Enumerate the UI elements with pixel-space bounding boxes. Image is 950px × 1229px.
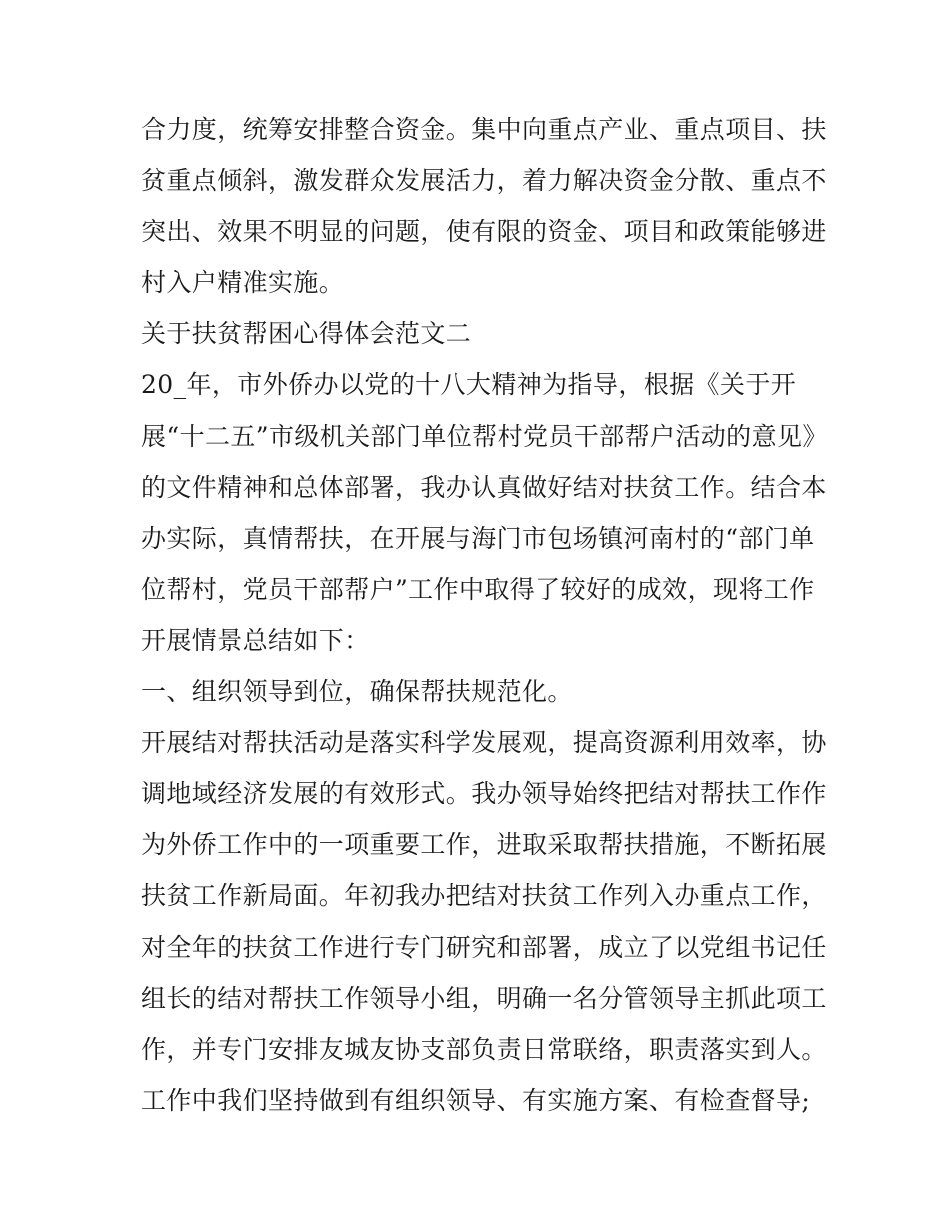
- text-line: 的文件精神和总体部署，我办认真做好结对扶贫工作。结合本: [141, 472, 827, 502]
- document-body: [141, 104, 828, 1126]
- text-line: 开展情景总结如下：: [141, 625, 370, 655]
- text-line: 工作中我们坚持做到有组织领导、有实施方案、有检查督导;: [141, 1085, 811, 1115]
- text-line: 展“十二五”市级机关部门单位帮村党员干部帮户活动的意见》: [141, 421, 828, 451]
- text-line: 20_年，市外侨办以党的十八大精神为指导，根据《关于开: [141, 370, 797, 400]
- text-line: 扶贫工作新局面。年初我办把结对扶贫工作列入办重点工作，: [141, 881, 827, 911]
- text-line: 对全年的扶贫工作进行专门研究和部署，成立了以党组书记任: [141, 932, 827, 962]
- section-title: 关于扶贫帮困心得体会范文二: [141, 319, 472, 349]
- text-line: 作，并专门安排友城友协支部负责日常联络，职责落实到人。: [141, 1034, 827, 1064]
- text-line: 贫重点倾斜，激发群众发展活力，着力解决资金分散、重点不: [141, 166, 827, 196]
- text-line: 办实际，真情帮扶，在开展与海门市包场镇河南村的“部门单: [141, 523, 815, 553]
- section-heading: 一、组织领导到位，确保帮扶规范化。: [141, 677, 573, 707]
- text-line: 位帮村，党员干部帮户”工作中取得了较好的成效，现将工作: [141, 574, 815, 604]
- text-line: 开展结对帮扶活动是落实科学发展观，提高资源利用效率，协: [141, 728, 827, 758]
- text-line: 村入户精准实施。: [141, 268, 345, 298]
- text-line: 突出、效果不明显的问题，使有限的资金、项目和政策能够进: [141, 217, 827, 247]
- text-line: 调地域经济发展的有效形式。我办领导始终把结对帮扶工作作: [141, 779, 827, 809]
- text-line: 合力度，统筹安排整合资金。集中向重点产业、重点项目、扶: [141, 115, 827, 144]
- text-line: 为外侨工作中的一项重要工作，进取采取帮扶措施，不断拓展: [141, 830, 827, 860]
- text-line: 组长的结对帮扶工作领导小组，明确一名分管领导主抓此项工: [141, 983, 827, 1013]
